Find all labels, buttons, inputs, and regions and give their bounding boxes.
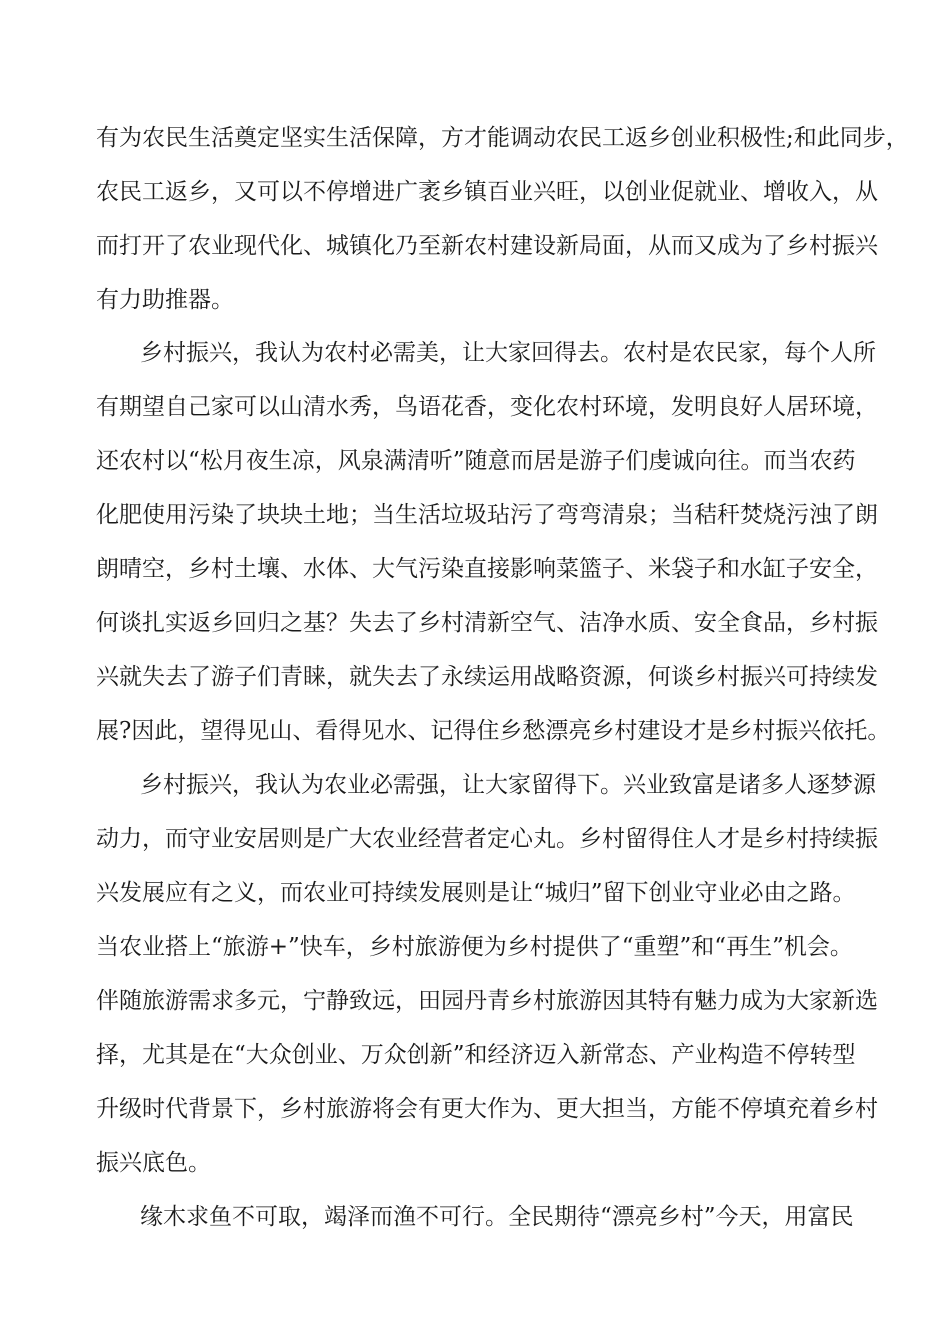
text-line: 择，尤其是在“大众创业、万众创新”和经济迈入新常态、产业构造不停转型 (96, 1042, 856, 1068)
text-line: 动力，而守业安居则是广大农业经营者定心丸。乡村留得住人才是乡村持续振 (96, 826, 878, 852)
paragraph-first-line: 乡村振兴，我认为农业必需强，让大家留得下。兴业致富是诸多人逐梦源 (140, 772, 876, 798)
text-line: 伴随旅游需求多元，宁静致远，田园丹青乡村旅游因其特有魅力成为大家新选 (96, 988, 878, 1014)
text-line: 还农村以“松月夜生凉，风泉满清听”随意而居是游子们虔诚向往。而当农药 (96, 448, 856, 474)
text-line: 而打开了农业现代化、城镇化乃至新农村建设新局面，从而又成为了乡村振兴 (96, 233, 878, 259)
text-line: 朗晴空，乡村土壤、水体、大气污染直接影响菜篮子、米袋子和水缸子安全， (96, 556, 878, 582)
text-line: 有力助推器。 (96, 287, 234, 313)
paragraph-first-line: 缘木求鱼不可取，竭泽而渔不可行。全民期待“漂亮乡村”今天，用富民 (140, 1204, 854, 1230)
text-line: 振兴底色。 (96, 1150, 211, 1176)
text-line: 当农业搭上“旅游+”快车，乡村旅游便为乡村提供了“重塑”和“再生”机会。 (96, 934, 853, 960)
paragraph-first-line: 乡村振兴，我认为农村必需美，让大家回得去。农村是农民家，每个人所 (140, 340, 876, 366)
text-line: 化肥使用污染了块块土地；当生活垃圾玷污了弯弯清泉；当秸秆焚烧污浊了朗 (96, 502, 878, 528)
text-line: 展?因此，望得见山、看得见水、记得住乡愁漂亮乡村建设才是乡村振兴依托。 (96, 718, 891, 744)
text-line: 兴发展应有之义，而农业可持续发展则是让“城归”留下创业守业必由之路。 (96, 880, 856, 906)
text-line: 有为农民生活奠定坚实生活保障，方才能调动农民工返乡创业积极性;和此同步， (96, 125, 909, 151)
text-line: 升级时代背景下，乡村旅游将会有更大作为、更大担当，方能不停填充着乡村 (96, 1096, 878, 1122)
text-line: 农民工返乡，又可以不停增进广袤乡镇百业兴旺，以创业促就业、增收入，从 (96, 179, 878, 205)
text-line: 何谈扎实返乡回归之基？失去了乡村清新空气、洁净水质、安全食品，乡村振 (96, 610, 878, 636)
text-line: 有期望自己家可以山清水秀，鸟语花香，变化农村环境，发明良好人居环境， (96, 394, 878, 420)
text-line: 兴就失去了游子们青睐，就失去了永续运用战略资源，何谈乡村振兴可持续发 (96, 664, 878, 690)
